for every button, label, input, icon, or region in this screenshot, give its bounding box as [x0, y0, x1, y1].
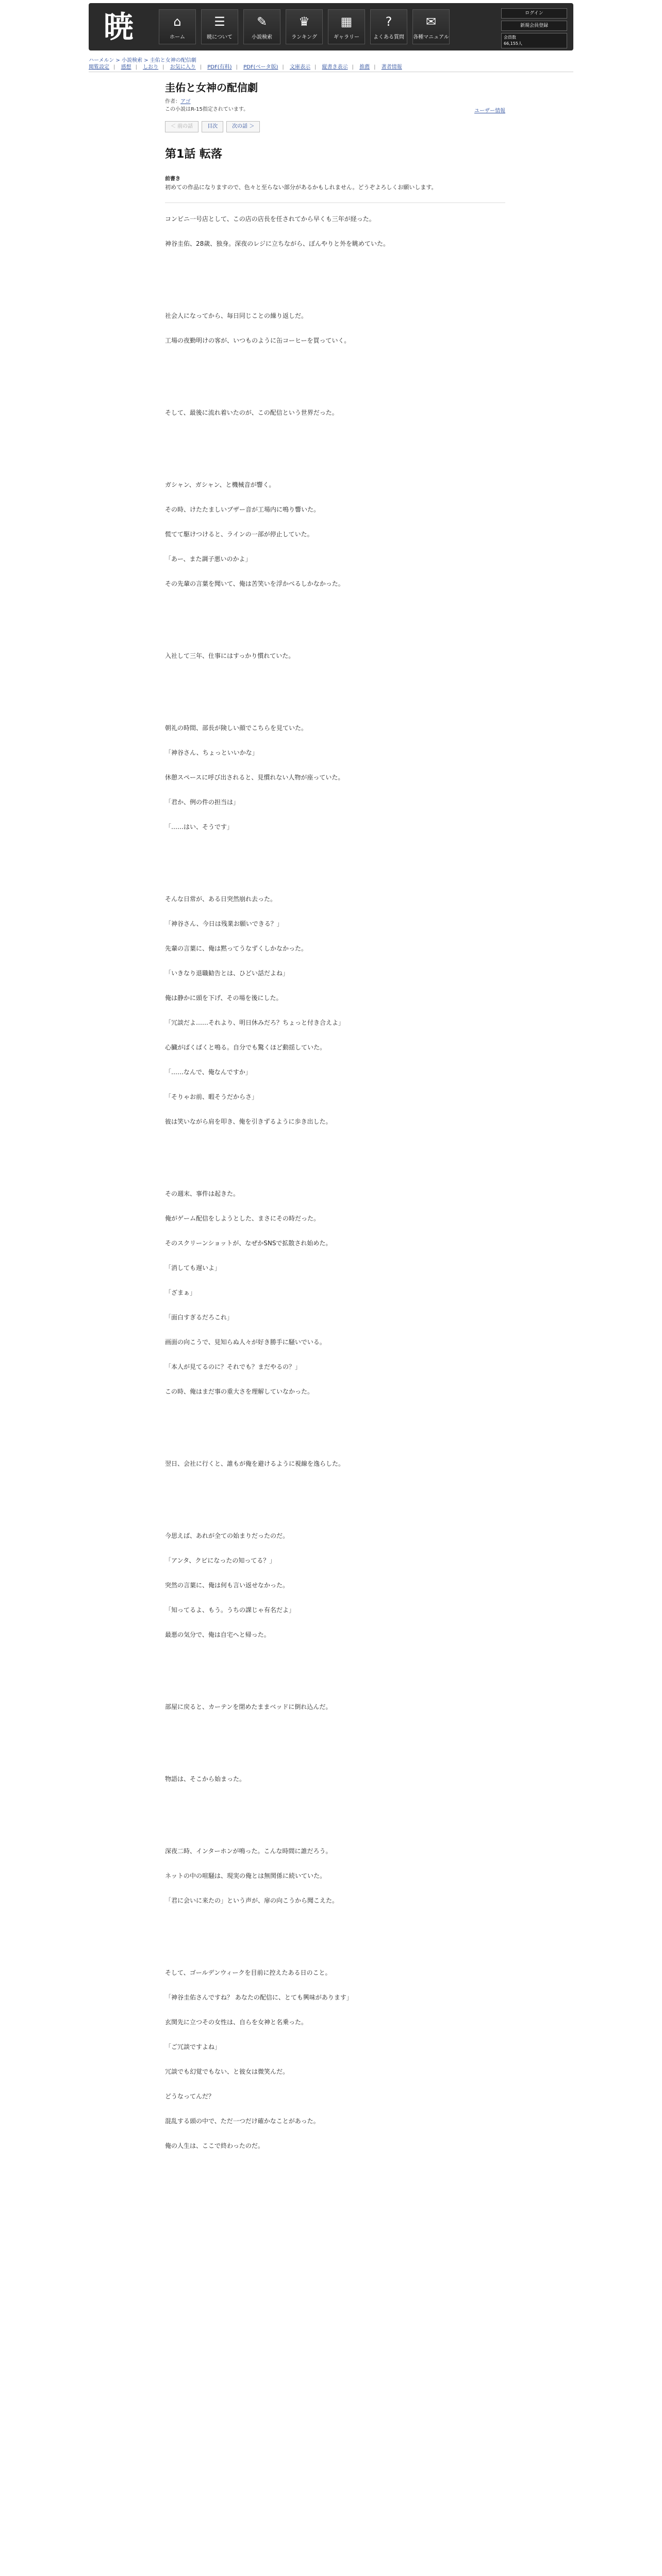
novel-paragraph: 「本人が見てるのに？それでも？まだやるの？」	[165, 1363, 302, 1370]
nav-gallery[interactable]	[328, 9, 365, 44]
novel-paragraph: 社会人になってから、毎日同じことの繰り返しだ。	[165, 312, 308, 319]
menu-pdf-beta[interactable]: PDF(ベータ版)	[243, 64, 278, 70]
main-nav	[159, 9, 455, 44]
blank-line	[165, 1411, 505, 1422]
blank-line	[165, 263, 505, 274]
novel-paragraph: そして、最後に流れ着いたのが、この配信という世界だった。	[165, 409, 338, 416]
home-icon: ⌂	[173, 14, 181, 29]
menu-author[interactable]: 著者情報	[381, 64, 402, 70]
novel-paragraph: 入社して三年、仕事にはすっかり慣れていた。	[165, 652, 295, 659]
novel-paragraph: 冗談でも幻覚でもない、と彼女は微笑んだ。	[165, 2068, 289, 2075]
novel-menu: 閲覧設定 | 感想 | しおり | お気に入り | PDF(有料) | PDF(ベータ版) | 文庫表示 | 縦書き表示 | 推薦 | 著者情報	[89, 63, 573, 72]
novel-paragraph: そんな日常が、ある日突然崩れ去った。	[165, 895, 277, 903]
nav-label: ランキング	[291, 35, 317, 40]
novel-paragraph: 「あー、また調子悪いのかよ」	[165, 555, 252, 563]
novel-paragraph: 画面の向こうで、見知らぬ人々が好き勝手に騒いでいる。	[165, 1338, 326, 1346]
nav-home[interactable]	[159, 9, 196, 44]
account-links	[501, 8, 567, 48]
register-link[interactable]: 新規会員登録	[501, 21, 567, 31]
blank-line	[165, 1920, 505, 1931]
member-count-box	[501, 33, 567, 48]
novel-paragraph: この時、俺はまだ事の重大さを理解していなかった。	[165, 1388, 314, 1395]
about-icon: ☰	[214, 14, 225, 29]
novel-body	[165, 213, 505, 2151]
blank-line	[165, 1726, 505, 1737]
preface-text: 初めての作品になりますので、色々と至らない部分があるかもしれません。どうぞよろしくお願いします。	[165, 184, 437, 191]
member-count-value: 66,155人	[504, 41, 522, 46]
novel-paragraph: 「君か、例の件の担当は」	[165, 799, 240, 806]
site-logo[interactable]: 暁	[103, 9, 134, 44]
novel-paragraph: 「ご冗談ですよね」	[165, 2043, 221, 2050]
question-icon: ?	[385, 14, 392, 29]
menu-reviews[interactable]: 感想	[121, 64, 131, 70]
novel-paragraph: 「面白すぎるだろこれ」	[165, 1314, 234, 1321]
novel-paragraph: 「冗談だよ……それより、明日休みだろ？ちょっと付き合えよ」	[165, 1019, 345, 1026]
novel-paragraph: 翌日、会社に行くと、誰もが俺を避けるように視線を逸らした。	[165, 1460, 345, 1467]
blank-line	[165, 1654, 505, 1665]
rating-note: この小説はR-15指定されています。	[165, 107, 249, 112]
novel-paragraph: 「知ってるよ、もう。うちの課じゃ有名だよ」	[165, 1606, 295, 1614]
nav-label: ギャラリー	[334, 35, 359, 40]
novel-paragraph: 「君に会いに来たの」という声が、扉の向こうから聞こえた。	[165, 1897, 339, 1904]
novel-paragraph: 朝礼の時間、部長が険しい顔でこちらを見ていた。	[165, 724, 308, 732]
nav-label: 各種マニュアル	[413, 35, 449, 40]
novel-main	[165, 77, 505, 2165]
blank-line	[165, 1483, 505, 1494]
menu-vertical[interactable]: 縦書き表示	[322, 64, 348, 70]
top-pager	[165, 121, 505, 133]
blank-line	[165, 675, 505, 686]
blank-line	[165, 1141, 505, 1152]
menu-favorite[interactable]: お気に入り	[170, 64, 196, 70]
novel-paragraph: そして、ゴールデンウィークを目前に控えたある日のこと。	[165, 1969, 332, 1976]
author-link[interactable]: アゴ	[180, 99, 191, 105]
novel-paragraph: ネットの中の喧騒は、現実の俺とは無関係に続いていた。	[165, 1872, 326, 1879]
novel-paragraph: 神谷圭佑、28歳、独身。深夜のレジに立ちながら、ぼんやりと外を眺めていた。	[165, 240, 389, 247]
nav-search[interactable]	[243, 9, 280, 44]
novel-paragraph: どうなってんだ？	[165, 2093, 215, 2100]
novel-paragraph: 工場の夜勤明けの客が、いつものように缶コーヒーを買っていく。	[165, 337, 351, 344]
next-button[interactable]: 次の話 ＞	[226, 121, 260, 132]
novel-paragraph: 「そりゃお前、暇そうだからさ」	[165, 1093, 258, 1100]
novel-paragraph: 心臓がばくばくと鳴る。自分でも驚くほど動揺していた。	[165, 1044, 326, 1051]
novel-paragraph: 最悪の気分で、俺は自宅へと帰った。	[165, 1631, 270, 1638]
prev-button[interactable]: ＜ 前の話	[165, 121, 198, 132]
nav-manual[interactable]	[412, 9, 450, 44]
nav-label: 小説検索	[252, 35, 272, 40]
novel-paragraph: 「神谷さん、ちょっといいかな」	[165, 749, 258, 756]
nav-label: 暁について	[207, 35, 233, 40]
novel-paragraph: 彼は笑いながら肩を叩き、俺を引きずるように歩き出した。	[165, 1118, 332, 1125]
novel-paragraph: 部屋に戻ると、カーテンを閉めたままベッドに倒れ込んだ。	[165, 1703, 332, 1710]
member-count-label: 会員数	[504, 35, 516, 40]
pen-icon: ✎	[256, 14, 268, 29]
novel-paragraph: 「……なんで、俺なんですか」	[165, 1069, 252, 1076]
preface-label: 前書き	[165, 176, 180, 182]
novel-paragraph: 俺は静かに頭を下げ、その場を後にした。	[165, 994, 283, 1002]
novel-paragraph: 「消しても遅いよ」	[165, 1264, 221, 1272]
novel-paragraph: 「……はい、そうです」	[165, 823, 234, 831]
menu-recommend[interactable]: 推薦	[359, 64, 370, 70]
novel-paragraph: 今思えば、あれが全ての始まりだったのだ。	[165, 1532, 289, 1539]
blank-line	[165, 432, 505, 443]
novel-paragraph: 「神谷さん、今日は残業お願いできる？」	[165, 920, 283, 927]
menu-settings[interactable]: 閲覧設定	[89, 64, 109, 70]
gallery-icon: ▦	[340, 14, 353, 29]
novel-paragraph: 物語は、そこから始まった。	[165, 1775, 246, 1783]
novel-paragraph: 「神谷圭佑さんですね？ あなたの配信に、とても興味があります」	[165, 1994, 353, 2001]
preface-divider	[165, 202, 505, 203]
toc-button[interactable]: 目次	[202, 121, 223, 132]
novel-paragraph: その週末、事件は起きた。	[165, 1190, 240, 1197]
novel-paragraph: 突然の言葉に、俺は何も言い返せなかった。	[165, 1582, 289, 1589]
novel-paragraph: 慌てて駆けつけると、ラインの一部が停止していた。	[165, 531, 313, 538]
blank-line	[165, 360, 505, 371]
novel-paragraph: 混乱する頭の中で、ただ一つだけ確かなことがあった。	[165, 2117, 320, 2125]
login-link[interactable]: ログイン	[501, 8, 567, 19]
site-header	[0, 0, 662, 52]
menu-bookmark[interactable]: しおり	[143, 64, 159, 70]
nav-label: よくある質問	[373, 35, 404, 40]
novel-paragraph: 玄関先に立つその女性は、自らを女神と名乗った。	[165, 2019, 308, 2026]
novel-paragraph: コンビニ一号店として、この店の店長を任されてから早くも三年が経った。	[165, 215, 375, 223]
blank-line	[165, 603, 505, 614]
breadcrumb[interactable]: ハーメルン > 小説検索 > 圭佑と女神の配信劇	[89, 58, 196, 63]
menu-bunko[interactable]: 文庫表示	[289, 64, 310, 70]
novel-title[interactable]: 圭佑と女神の配信劇	[165, 81, 258, 94]
header-panel	[89, 3, 573, 50]
novel-paragraph: 休憩スペースに呼び出されると、見慣れない人物が座っていた。	[165, 774, 344, 781]
novel-paragraph: 先輩の言葉に、俺は黙ってうなずくしかなかった。	[165, 945, 308, 952]
blank-line	[165, 846, 505, 857]
novel-paragraph: 「いきなり退職勧告とは、ひどい話だよね」	[165, 970, 289, 977]
mail-icon: ✉	[425, 14, 437, 29]
novel-paragraph: その時、けたたましいブザー音が工場内に鳴り響いた。	[165, 506, 320, 513]
nav-faq[interactable]	[370, 9, 407, 44]
novel-paragraph: 俺の人生は、ここで終わったのだ。	[165, 2142, 264, 2149]
novel-paragraph: ガシャン、ガシャン、と機械音が響く。	[165, 481, 275, 488]
blank-line	[165, 1798, 505, 1809]
nav-label: ホーム	[170, 35, 185, 40]
novel-paragraph: 「アンタ、クビになったの知ってる？」	[165, 1557, 276, 1564]
menu-pdf-paid[interactable]: PDF(有料)	[207, 64, 232, 70]
author-line	[165, 98, 505, 106]
novel-paragraph: その先輩の言葉を聞いて、俺は苦笑いを浮かべるしかなかった。	[165, 580, 344, 587]
nav-about[interactable]	[201, 9, 238, 44]
author-prefix: 作者：	[165, 99, 180, 105]
nav-ranking[interactable]	[286, 9, 323, 44]
crown-icon: ♛	[299, 14, 310, 29]
user-info-link[interactable]: ユーザー情報	[474, 108, 505, 114]
novel-paragraph: そのスクリーンショットが、なぜかSNSで拡散され始めた。	[165, 1240, 332, 1247]
chapter-title: 第1話 転落	[165, 148, 222, 161]
novel-paragraph: 「ざまぁ」	[165, 1289, 196, 1296]
novel-paragraph: 俺がゲーム配信をしようとした、まさにその時だった。	[165, 1215, 320, 1222]
novel-paragraph: 深夜二時、インターホンが鳴った。こんな時間に誰だろう。	[165, 1848, 332, 1855]
